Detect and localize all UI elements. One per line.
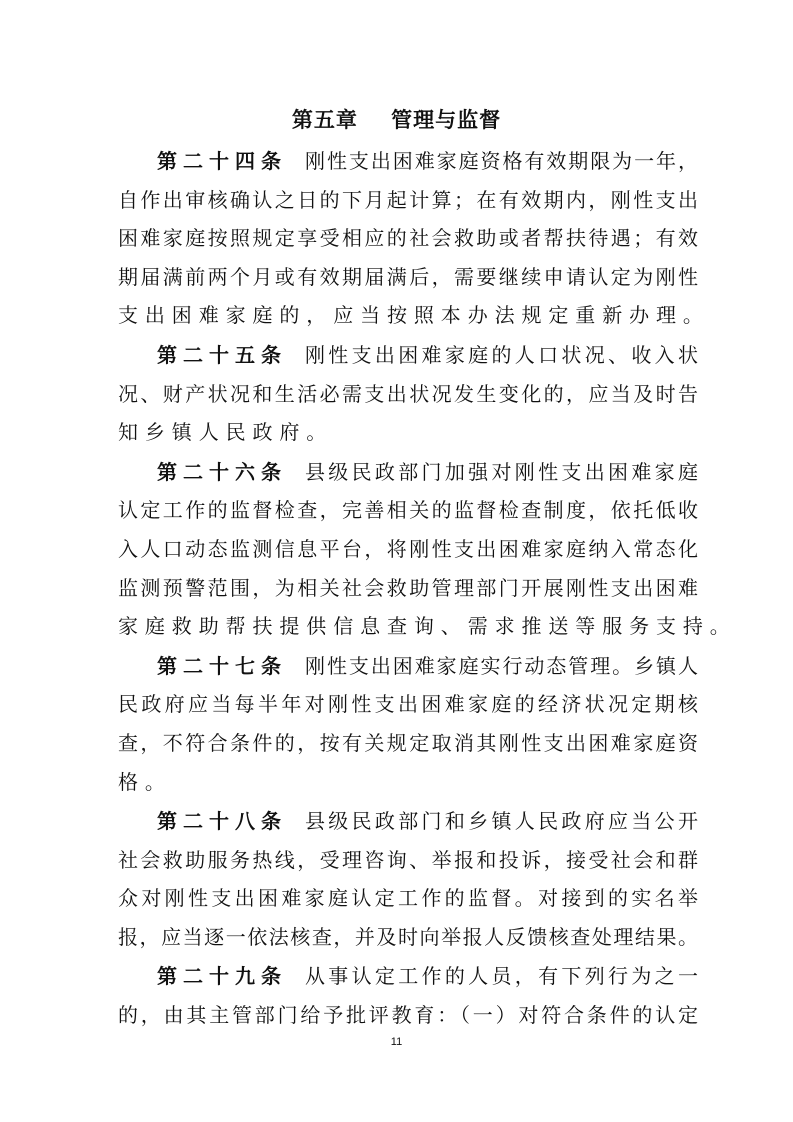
text-line bbox=[118, 996, 698, 1035]
article-paragraph bbox=[118, 957, 698, 1034]
text-line bbox=[118, 724, 698, 763]
text-line bbox=[118, 918, 698, 957]
text-line bbox=[118, 530, 698, 569]
article-text: 县级民政部门和乡镇人民政府应当公开 bbox=[305, 809, 698, 834]
article-paragraph bbox=[118, 142, 710, 335]
article-heading: 第二十五条 bbox=[157, 342, 287, 367]
article-text: 从事认定工作的人员，有下列行为之一 bbox=[305, 964, 698, 989]
text-line bbox=[118, 296, 710, 335]
text-line bbox=[118, 219, 698, 258]
text-line bbox=[118, 841, 698, 880]
chapter-title bbox=[0, 104, 793, 134]
text-line bbox=[118, 413, 698, 452]
article-heading: 第二十八条 bbox=[157, 809, 287, 834]
text-line bbox=[118, 957, 698, 996]
article-text: 况、财产状况和生活必需支出状况发生变化的，应当及时告 bbox=[118, 381, 698, 406]
article-text: 报，应当逐一依法核查，并及时向举报人反馈核查处理结果。 bbox=[118, 924, 698, 949]
text-line bbox=[118, 879, 698, 918]
text-line bbox=[118, 802, 698, 841]
article-text: 县级民政部门加强对刚性支出困难家庭 bbox=[305, 459, 698, 484]
chapter-name: 管理与监督 bbox=[391, 108, 502, 132]
article-text: 查，不符合条件的，按有关规定取消其刚性支出困难家庭资 bbox=[118, 730, 698, 755]
text-line bbox=[118, 647, 698, 686]
article-text: 家庭救助帮扶提供信息查询、需求推送等服务支持。 bbox=[118, 614, 737, 639]
article-heading: 第二十四条 bbox=[157, 149, 287, 173]
article-paragraph bbox=[118, 336, 698, 452]
article-text: 的，由其主管部门给予批评教育：（一）对符合条件的认定 bbox=[118, 1003, 698, 1028]
text-line bbox=[118, 258, 698, 297]
article-heading: 第二十九条 bbox=[157, 964, 287, 989]
article-text: 入人口动态监测信息平台，将刚性支出困难家庭纳入常态化 bbox=[118, 536, 698, 561]
article-text: 困难家庭按照规定享受相应的社会救助或者帮扶待遇；有效 bbox=[118, 226, 698, 251]
article-paragraph bbox=[118, 453, 737, 646]
article-text: 支出困难家庭的，应当按照本办法规定重新办理。 bbox=[118, 303, 710, 328]
document-body bbox=[118, 142, 737, 1036]
text-line bbox=[118, 569, 698, 608]
article-paragraph bbox=[118, 647, 698, 801]
article-text: 监测预警范围，为相关社会救助管理部门开展刚性支出困难 bbox=[118, 575, 698, 600]
article-text: 格。 bbox=[118, 769, 172, 794]
text-line bbox=[118, 685, 698, 724]
text-line bbox=[118, 375, 698, 414]
chapter-number: 第五章 bbox=[291, 108, 358, 132]
article-paragraph bbox=[118, 802, 698, 956]
article-text: 刚性支出困难家庭的人口状况、收入状 bbox=[305, 342, 698, 367]
text-line bbox=[118, 763, 698, 802]
article-text: 刚性支出困难家庭资格有效期限为一年， bbox=[305, 149, 698, 173]
text-line bbox=[118, 142, 698, 181]
article-text: 民政府应当每半年对刚性支出困难家庭的经济状况定期核 bbox=[118, 692, 698, 717]
article-text: 社会救助服务热线，受理咨询、举报和投诉，接受社会和群 bbox=[118, 847, 698, 872]
text-line bbox=[118, 336, 698, 375]
article-text: 众对刚性支出困难家庭认定工作的监督。对接到的实名举 bbox=[118, 886, 698, 911]
article-text: 自作出审核确认之日的下月起计算；在有效期内，刚性支出 bbox=[118, 187, 698, 212]
article-heading: 第二十七条 bbox=[157, 653, 287, 678]
article-text: 认定工作的监督检查，完善相关的监督检查制度，依托低收 bbox=[118, 498, 698, 523]
article-text: 期届满前两个月或有效期届满后，需要继续申请认定为刚性 bbox=[118, 264, 698, 289]
article-text: 知乡镇人民政府。 bbox=[118, 420, 334, 445]
text-line bbox=[118, 491, 698, 530]
text-line bbox=[118, 453, 698, 492]
article-heading: 第二十六条 bbox=[157, 459, 287, 484]
text-line bbox=[118, 607, 737, 646]
article-text: 刚性支出困难家庭实行动态管理。乡镇人 bbox=[305, 653, 698, 678]
text-line bbox=[118, 181, 698, 220]
page-number: 11 bbox=[390, 1036, 403, 1048]
